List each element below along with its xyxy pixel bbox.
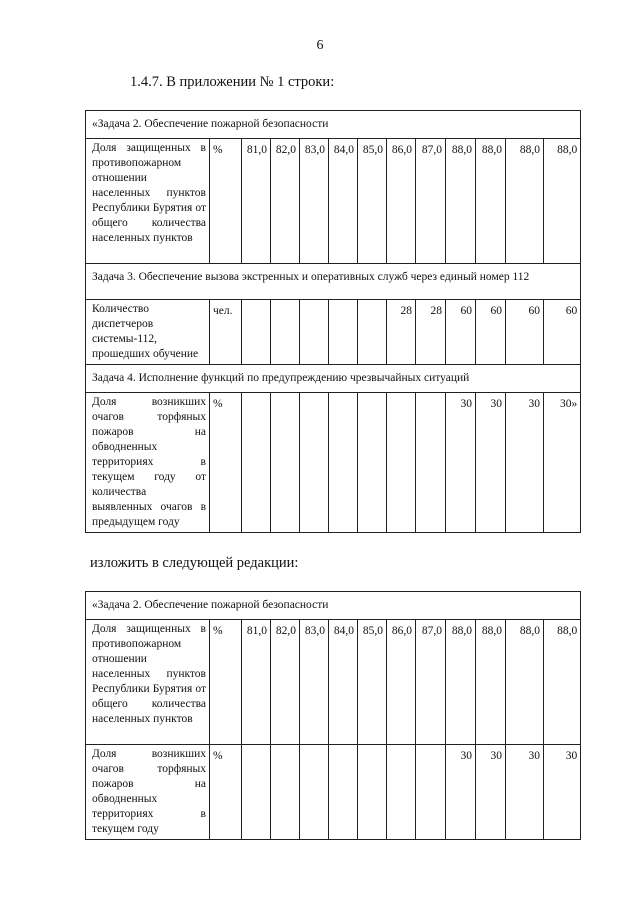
- indicator-value: [358, 745, 387, 840]
- old-indicators-table: [85, 110, 581, 533]
- indicator-value: 88,0: [506, 139, 544, 264]
- indicator-value: [329, 300, 358, 365]
- indicator-name: Доля возникших очагов торфяных пожаров на обводненных территориях в текущем году от количества выявленных очагов в предыдущем году: [86, 393, 210, 533]
- indicator-name: Доля защищенных в противопожарном отношении населенных пунктов Республики Бурятия от общего количества населенных пунктов: [86, 620, 210, 745]
- indicator-value: 30: [476, 393, 506, 533]
- indicator-value: 88,0: [476, 620, 506, 745]
- indicator-row: [86, 745, 581, 840]
- intro-paragraph: 1.4.7. В приложении № 1 строки:: [130, 74, 335, 90]
- indicator-value: [300, 745, 329, 840]
- indicator-value: [387, 745, 416, 840]
- indicator-value: [271, 393, 300, 533]
- indicator-unit: %: [210, 745, 242, 840]
- page-number: 6: [316, 38, 324, 53]
- indicator-name: Доля защищенных в противопожарном отношении населенных пунктов Республики Бурятия от общего количества населенных пунктов: [86, 139, 210, 264]
- indicator-value: 81,0: [242, 620, 271, 745]
- redaction-paragraph: изложить в следующей редакции:: [90, 555, 299, 571]
- indicator-value: 30: [446, 745, 476, 840]
- indicator-unit: %: [210, 139, 242, 264]
- indicator-name: Количество диспетчеров системы-112, прошедших обучение: [86, 300, 210, 365]
- indicator-value: [358, 393, 387, 533]
- indicator-value: 87,0: [416, 139, 446, 264]
- task-heading: «Задача 2. Обеспечение пожарной безопасности: [86, 592, 581, 620]
- indicator-value: [300, 393, 329, 533]
- indicator-value: 84,0: [329, 139, 358, 264]
- task-heading: «Задача 2. Обеспечение пожарной безопасности: [86, 111, 581, 139]
- task-heading: Задача 3. Обеспечение вызова экстренных и оперативных служб через единый номер 112: [86, 264, 581, 300]
- indicator-value: [271, 745, 300, 840]
- indicator-value: 88,0: [446, 620, 476, 745]
- indicator-value: 85,0: [358, 620, 387, 745]
- indicator-value: [242, 300, 271, 365]
- indicator-value: 84,0: [329, 620, 358, 745]
- indicator-value: [271, 300, 300, 365]
- indicator-row: [86, 393, 581, 533]
- task-heading: Задача 4. Исполнение функций по предупреждению чрезвычайных ситуаций: [86, 365, 581, 393]
- indicator-value: 30: [506, 393, 544, 533]
- indicator-value: [242, 745, 271, 840]
- indicator-value: 83,0: [300, 139, 329, 264]
- indicator-value: [329, 393, 358, 533]
- indicator-value: [416, 393, 446, 533]
- indicator-value: [387, 393, 416, 533]
- indicator-row: [86, 620, 581, 745]
- indicator-value: [329, 745, 358, 840]
- indicator-value: 60: [476, 300, 506, 365]
- indicator-value: 82,0: [271, 620, 300, 745]
- indicator-value: 88,0: [544, 620, 581, 745]
- indicator-value: 60: [544, 300, 581, 365]
- indicator-value: 60: [506, 300, 544, 365]
- indicator-value: 86,0: [387, 620, 416, 745]
- task-row: [86, 111, 581, 139]
- task-row: [86, 264, 581, 300]
- indicator-value: [242, 393, 271, 533]
- indicator-value: [416, 745, 446, 840]
- indicator-value: 30»: [544, 393, 581, 533]
- indicator-row: [86, 300, 581, 365]
- indicator-unit: %: [210, 620, 242, 745]
- indicator-value: 88,0: [544, 139, 581, 264]
- indicator-value: 30: [446, 393, 476, 533]
- indicator-value: 30: [544, 745, 581, 840]
- indicator-value: 28: [416, 300, 446, 365]
- task-row: [86, 365, 581, 393]
- indicator-value: [358, 300, 387, 365]
- indicator-value: 85,0: [358, 139, 387, 264]
- indicator-value: 81,0: [242, 139, 271, 264]
- indicator-value: 30: [506, 745, 544, 840]
- new-indicators-table: [85, 591, 581, 840]
- indicator-value: [300, 300, 329, 365]
- indicator-value: 82,0: [271, 139, 300, 264]
- indicator-value: 83,0: [300, 620, 329, 745]
- indicator-value: 60: [446, 300, 476, 365]
- indicator-value: 30: [476, 745, 506, 840]
- indicator-value: 88,0: [446, 139, 476, 264]
- indicator-value: 88,0: [506, 620, 544, 745]
- indicator-row: [86, 139, 581, 264]
- indicator-value: 88,0: [476, 139, 506, 264]
- indicator-unit: чел.: [210, 300, 242, 365]
- indicator-value: 28: [387, 300, 416, 365]
- task-row: [86, 592, 581, 620]
- indicator-unit: %: [210, 393, 242, 533]
- indicator-value: 87,0: [416, 620, 446, 745]
- indicator-name: Доля возникших очагов торфяных пожаров на обводненных территориях в текущем году: [86, 745, 210, 840]
- indicator-value: 86,0: [387, 139, 416, 264]
